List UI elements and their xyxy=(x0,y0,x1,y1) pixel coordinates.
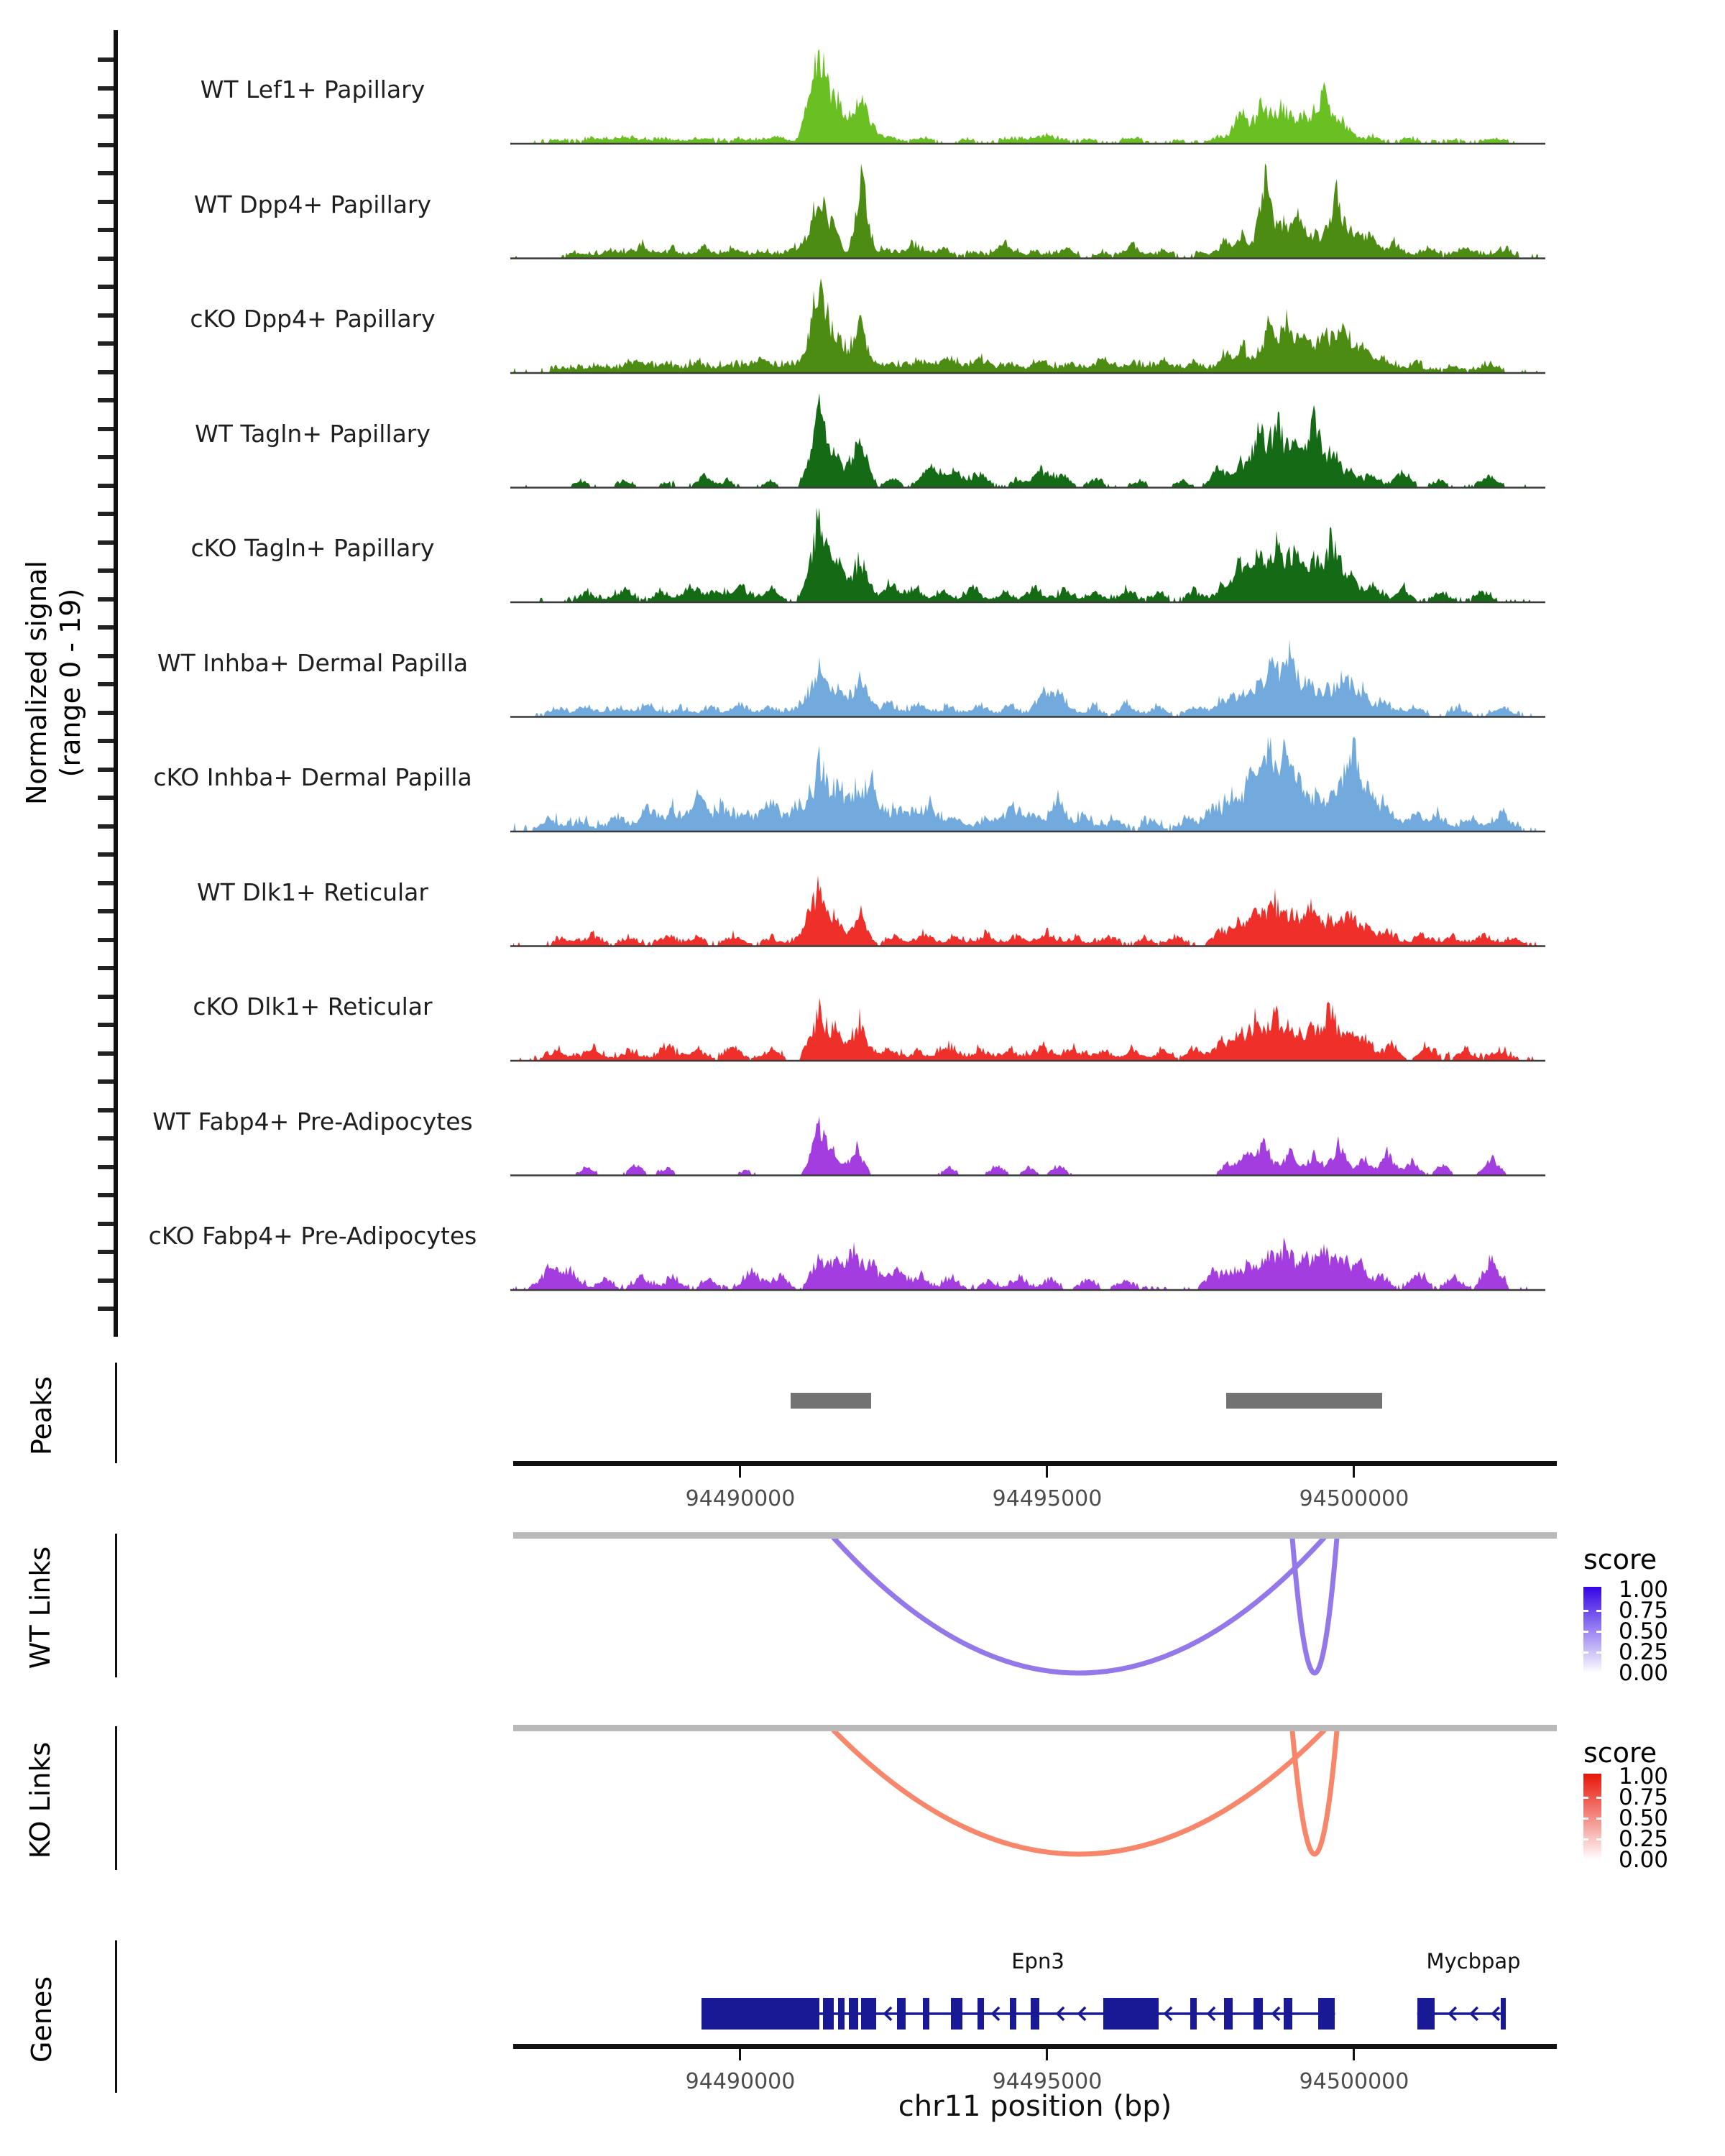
ko-link-arc-1 xyxy=(1292,1731,1337,1854)
x-axis-title: chr11 position (bp) xyxy=(898,2090,1172,2123)
signal-y-axis-tick xyxy=(98,1136,114,1141)
gene-exon xyxy=(838,1998,845,2030)
signal-y-axis-tick xyxy=(98,370,114,374)
gene-exon xyxy=(1103,1998,1159,2030)
wt-links-baseline xyxy=(513,1532,1557,1539)
track-label-2: cKO Dpp4+ Papillary xyxy=(190,305,436,333)
genes-section-label: Genes xyxy=(26,1976,58,2063)
signal-area-7 xyxy=(513,875,1538,946)
signal-area-10 xyxy=(513,1238,1538,1290)
wt-score-legend-label-0: 1.00 xyxy=(1619,1577,1669,1603)
gene-exon xyxy=(1501,1998,1506,2030)
signal-y-axis-tick xyxy=(98,568,114,573)
signal-y-axis-tick xyxy=(98,484,114,488)
signal-y-axis-tick xyxy=(98,597,114,602)
ko-link-arc-0 xyxy=(834,1731,1324,1854)
signal-area-9 xyxy=(513,1116,1538,1175)
wt-score-legend-label-2: 0.50 xyxy=(1619,1618,1669,1644)
signal-y-axis-tick xyxy=(98,512,114,516)
wt-score-legend-gradient xyxy=(1583,1587,1601,1673)
ko-score-legend-tick xyxy=(1596,1797,1601,1799)
wt-score-legend-tick xyxy=(1596,1631,1601,1633)
genome-axis-tick-label: 94500000 xyxy=(1299,1486,1409,1511)
genome-axis-tick xyxy=(739,1466,741,1478)
signal-y-axis-tick xyxy=(98,1307,114,1311)
gene-exon xyxy=(1010,1998,1016,2030)
gene-exon xyxy=(823,1998,834,2030)
track-label-10: cKO Fabp4+ Pre-Adipocytes xyxy=(148,1222,477,1250)
gene-exon xyxy=(897,1998,906,2030)
signal-area-3 xyxy=(513,393,1538,488)
gene-exon xyxy=(861,1998,876,2030)
signal-y-axis-tick xyxy=(98,257,114,261)
signal-y-axis-tick xyxy=(98,1250,114,1254)
signal-y-axis-line xyxy=(114,30,118,1337)
ko-score-legend-gradient xyxy=(1583,1774,1601,1860)
gene-exon xyxy=(951,1998,962,2030)
signal-area-4 xyxy=(513,507,1538,602)
gene-exon xyxy=(1417,1998,1435,2030)
ko-score-legend-tick xyxy=(1596,1838,1601,1841)
peaks-bracket xyxy=(115,1363,117,1463)
genome-axis-tick-label: 94495000 xyxy=(992,1486,1103,1511)
gene-name-Epn3: Epn3 xyxy=(1011,1949,1064,1973)
gene-exon xyxy=(1224,1998,1233,2030)
ko-score-legend-label-0: 1.00 xyxy=(1619,1764,1669,1789)
ko-score-legend-label-1: 0.75 xyxy=(1619,1784,1669,1810)
wt-links-section-label: WT Links xyxy=(24,1546,56,1669)
ko-links-baseline xyxy=(513,1725,1557,1731)
peak-interval-1 xyxy=(1226,1393,1382,1409)
signal-area-2 xyxy=(513,278,1538,373)
signal-y-axis-tick xyxy=(98,682,114,686)
genome-axis-tick-label: 94500000 xyxy=(1299,2069,1409,2094)
wt-score-legend-label-3: 0.25 xyxy=(1619,1639,1669,1665)
gene-exon xyxy=(849,1998,858,2030)
ko-score-legend-title: score xyxy=(1583,1737,1657,1769)
signal-y-axis-tick xyxy=(98,625,114,630)
signal-area-1 xyxy=(513,164,1538,259)
signal-y-axis-label-line2: (range 0 - 19) xyxy=(55,588,86,778)
signal-y-axis-tick xyxy=(98,455,114,459)
peak-interval-0 xyxy=(791,1393,871,1409)
genome-axis-tick xyxy=(1046,2049,1048,2060)
gene-exon xyxy=(1284,1998,1292,2030)
signal-area-8 xyxy=(513,998,1538,1061)
gene-exon xyxy=(923,1998,929,2030)
signal-area-0 xyxy=(513,49,1538,144)
signal-y-axis-tick xyxy=(98,852,114,857)
genome-axis-tick-label: 94490000 xyxy=(685,2069,796,2094)
wt-score-legend-tick xyxy=(1583,1610,1588,1612)
track-label-3: WT Tagln+ Papillary xyxy=(195,419,431,448)
wt-score-legend-tick xyxy=(1596,1651,1601,1654)
wt-score-legend-label-4: 0.00 xyxy=(1619,1660,1669,1686)
wt-score-legend-tick xyxy=(1596,1610,1601,1612)
signal-area-5 xyxy=(513,640,1538,717)
signal-y-axis-tick xyxy=(98,1079,114,1084)
ko-score-legend-tick xyxy=(1596,1818,1601,1820)
wt-link-arc-0 xyxy=(834,1538,1324,1673)
signal-y-axis-tick xyxy=(98,1193,114,1197)
signal-y-axis-tick xyxy=(98,341,114,346)
signal-y-axis-tick xyxy=(98,398,114,402)
signal-y-axis-tick xyxy=(98,824,114,829)
signal-y-axis-tick xyxy=(98,1023,114,1027)
track-label-5: WT Inhba+ Dermal Papilla xyxy=(157,648,469,677)
genome-axis-tick xyxy=(739,2049,741,2060)
genome-axis-tick xyxy=(1046,1466,1048,1478)
wt-score-legend-title: score xyxy=(1583,1544,1657,1575)
genes-bracket xyxy=(115,1940,117,2093)
track-label-1: WT Dpp4+ Papillary xyxy=(193,190,432,218)
wt-score-legend-tick xyxy=(1583,1631,1588,1633)
signal-y-axis-tick xyxy=(98,796,114,800)
signal-y-axis-tick xyxy=(98,171,114,175)
genome-axis-tick xyxy=(1353,1466,1355,1478)
ko-score-legend-label-3: 0.25 xyxy=(1619,1826,1669,1852)
ko-links-bracket xyxy=(115,1726,117,1870)
ko-links-section-label: KO Links xyxy=(24,1741,56,1859)
signal-y-axis-label-line1: Normalized signal xyxy=(21,561,52,805)
signal-y-axis-tick xyxy=(98,966,114,970)
peaks-section-label: Peaks xyxy=(26,1376,58,1456)
ko-score-legend-label-4: 0.00 xyxy=(1619,1847,1669,1873)
wt-score-legend-tick xyxy=(1583,1651,1588,1654)
wt-score-legend-label-1: 0.75 xyxy=(1619,1598,1669,1623)
track-label-4: cKO Tagln+ Papillary xyxy=(190,534,435,562)
ko-score-legend-tick xyxy=(1583,1797,1588,1799)
ko-score-legend-tick xyxy=(1583,1838,1588,1841)
gene-name-Mycbpap: Mycbpap xyxy=(1426,1949,1521,1973)
track-label-0: WT Lef1+ Papillary xyxy=(200,75,426,103)
signal-y-axis-tick xyxy=(98,739,114,743)
gene-exon xyxy=(1254,1998,1263,2030)
bottom-genome-axis xyxy=(513,2044,1557,2049)
track-label-7: WT Dlk1+ Reticular xyxy=(197,877,428,906)
signal-y-axis-tick xyxy=(98,909,114,913)
signal-y-axis-tick xyxy=(98,1165,114,1169)
ko-score-legend-tick xyxy=(1583,1818,1588,1820)
gene-exon xyxy=(1031,1998,1039,2030)
gene-exon xyxy=(702,1998,819,2030)
signal-y-axis-tick xyxy=(98,1051,114,1056)
wt-link-arc-1 xyxy=(1292,1538,1337,1673)
gene-exon xyxy=(1318,1998,1335,2030)
genome-axis-tick-label: 94490000 xyxy=(685,1486,796,1511)
signal-y-axis-tick xyxy=(98,1279,114,1283)
signal-y-axis-tick xyxy=(98,143,114,147)
ko-score-legend-label-2: 0.50 xyxy=(1619,1805,1669,1831)
signal-y-axis-tick xyxy=(98,285,114,289)
signal-y-axis-tick xyxy=(98,711,114,715)
wt-links-bracket xyxy=(115,1534,117,1677)
track-label-6: cKO Inhba+ Dermal Papilla xyxy=(153,763,472,791)
signal-y-axis-tick xyxy=(98,114,114,119)
gene-exon xyxy=(978,1998,984,2030)
genome-axis-tick-label: 94495000 xyxy=(992,2069,1103,2094)
track-label-8: cKO Dlk1+ Reticular xyxy=(193,992,433,1021)
signal-area-6 xyxy=(513,737,1538,831)
signal-y-axis-tick xyxy=(98,938,114,942)
middle-genome-axis xyxy=(513,1461,1557,1466)
track-label-9: WT Fabp4+ Pre-Adipocytes xyxy=(152,1107,473,1135)
genome-axis-tick xyxy=(1353,2049,1355,2060)
signal-y-axis-tick xyxy=(98,228,114,232)
gene-exon xyxy=(1190,1998,1197,2030)
signal-y-axis-tick xyxy=(98,57,114,62)
